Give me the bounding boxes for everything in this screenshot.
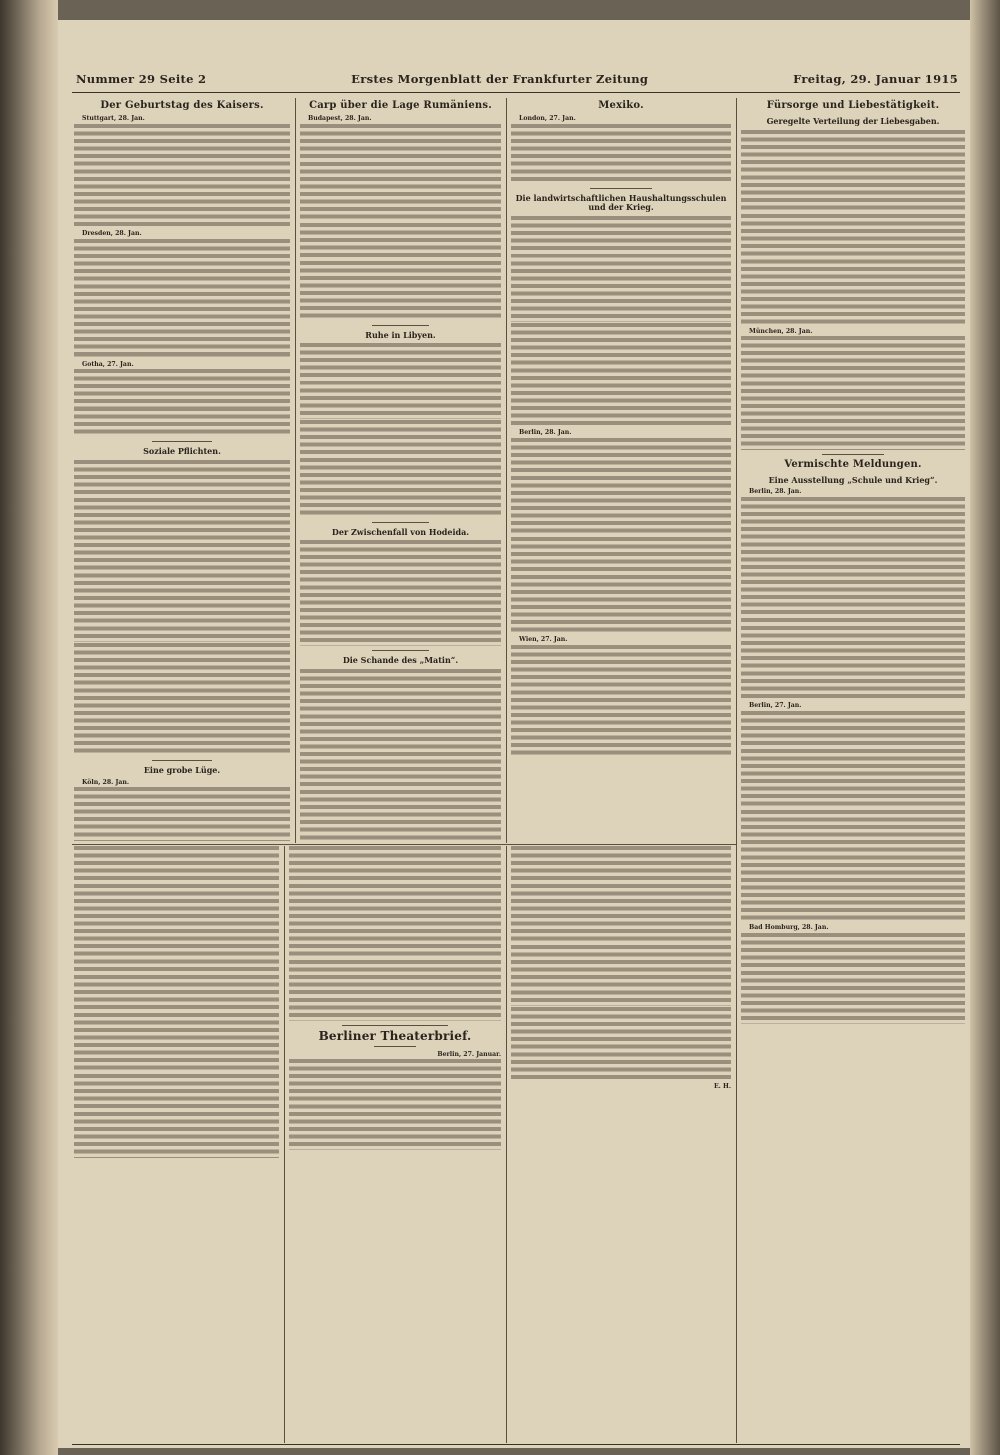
article-paragraph: [300, 343, 501, 419]
column-3: [511, 96, 731, 841]
article-paragraph: London, 27. Jan.: [519, 115, 576, 122]
headline-carp-romania: Carp über die Lage Rumäniens.: [309, 100, 492, 111]
article-paragraph: [74, 581, 290, 641]
headline-hodeida: Der Zwischenfall von Hodeida.: [331, 526, 470, 537]
article-paragraph: [300, 223, 501, 321]
column-divider: [506, 98, 507, 843]
article-separator: [590, 188, 652, 189]
article-paragraph: [74, 975, 279, 1073]
article-paragraph: [300, 540, 501, 646]
article-paragraph: Berlin, 27. Jan.: [749, 702, 802, 710]
article-separator: [342, 1025, 448, 1026]
masthead-rule: [72, 92, 960, 93]
article-paragraph: [74, 369, 290, 437]
masthead: [76, 72, 958, 92]
column-divider: [295, 98, 296, 843]
article-paragraph: [74, 124, 290, 230]
article-paragraph: [511, 124, 731, 184]
article-separator: [152, 441, 212, 442]
article-paragraph: [300, 790, 501, 841]
feuilleton-column-1: [74, 846, 279, 1443]
newspaper-page: [58, 20, 970, 1448]
article-paragraph: [511, 216, 731, 322]
headline-social-duties: Soziale Pflichten.: [143, 446, 221, 457]
article-paragraph: Gotha, 27. Jan.: [82, 360, 134, 368]
book-binding-right: [970, 0, 1000, 1455]
article-signature: E. H.: [713, 1083, 731, 1091]
article-separator: [374, 1046, 416, 1047]
article-paragraph: Budapest, 28. Jan.: [308, 115, 372, 122]
headline-kaiser-birthday: Der Geburtstag des Kaisers.: [100, 100, 264, 111]
article-paragraph: [74, 846, 279, 974]
column-divider: [284, 846, 285, 1443]
section-divider: [72, 844, 736, 845]
feuilleton-column-2: [289, 846, 501, 1443]
article-paragraph: Stuttgart, 28. Jan.: [82, 115, 145, 122]
headline-household-schools: Die landwirtschaftlichen Haushaltungsschulen und der Krieg.: [515, 192, 727, 213]
article-paragraph: [511, 1007, 731, 1083]
headline-gift-distribution: Geregelte Verteilung der Liebesgaben.: [766, 116, 940, 126]
article-paragraph: [289, 960, 501, 1020]
headline-welfare: Fürsorge und Liebestätigkeit.: [766, 100, 940, 111]
article-paragraph: [511, 537, 731, 635]
headline-miscellaneous: Vermischte Meldungen.: [784, 458, 922, 470]
masthead-date: Freitag, 29. Januar 1915: [793, 72, 958, 86]
article-paragraph: [74, 239, 290, 360]
headline-big-lie: Eine grobe Lüge.: [143, 765, 221, 775]
article-paragraph: [74, 787, 290, 841]
column-divider: [736, 98, 737, 1443]
masthead-issue: Nummer 29 Seite 2: [76, 72, 207, 86]
article-paragraph: München, 28. Jan.: [749, 327, 813, 335]
article-paragraph: [511, 323, 731, 429]
column-2: [300, 96, 501, 841]
article-paragraph: [300, 669, 501, 790]
column-divider: [506, 846, 507, 1443]
article-separator: [372, 325, 428, 326]
article-paragraph: [289, 846, 501, 959]
article-separator: [372, 522, 428, 523]
article-paragraph: Köln, 28. Jan.: [82, 778, 130, 786]
headline-matin: Die Schande des „Matin“.: [342, 655, 459, 666]
article-paragraph: [511, 645, 731, 758]
article-paragraph: [74, 643, 290, 756]
article-paragraph: [300, 420, 501, 518]
article-paragraph: [289, 1059, 501, 1150]
adjacent-page-edge: [915, 60, 965, 1440]
book-binding-left: [0, 0, 58, 1455]
article-paragraph: Bad Homburg, 28. Jan.: [749, 924, 829, 932]
article-paragraph: [300, 124, 501, 222]
masthead-title: Erstes Morgenblatt der Frankfurter Zeitung: [351, 72, 649, 86]
article-paragraph: [74, 460, 290, 581]
article-separator: [152, 760, 212, 761]
feuilleton-column-3: [511, 846, 731, 1443]
article-paragraph: Berlin, 28. Jan.: [749, 488, 802, 496]
article-paragraph: [511, 846, 731, 944]
theater-dateline: Berlin, 27. Januar.: [437, 1050, 501, 1058]
headline-school-exhibition: Eine Ausstellung „Schule und Krieg“.: [768, 474, 938, 485]
headline-mexico: Mexiko.: [598, 100, 644, 111]
article-separator: [372, 650, 428, 651]
headline-libya: Ruhe in Libyen.: [365, 329, 436, 340]
article-paragraph: [74, 1074, 279, 1157]
article-paragraph: [511, 438, 731, 536]
article-separator: [822, 454, 885, 455]
headline-theater-letter: Berliner Theaterbrief.: [318, 1028, 472, 1043]
page-bottom-rule: [72, 1444, 960, 1445]
article-paragraph: Dresden, 28. Jan.: [82, 230, 142, 238]
column-1: [74, 96, 290, 841]
article-paragraph: [511, 945, 731, 1005]
article-paragraph: Wien, 27. Jan.: [519, 636, 568, 644]
article-paragraph: Berlin, 28. Jan.: [519, 429, 572, 437]
